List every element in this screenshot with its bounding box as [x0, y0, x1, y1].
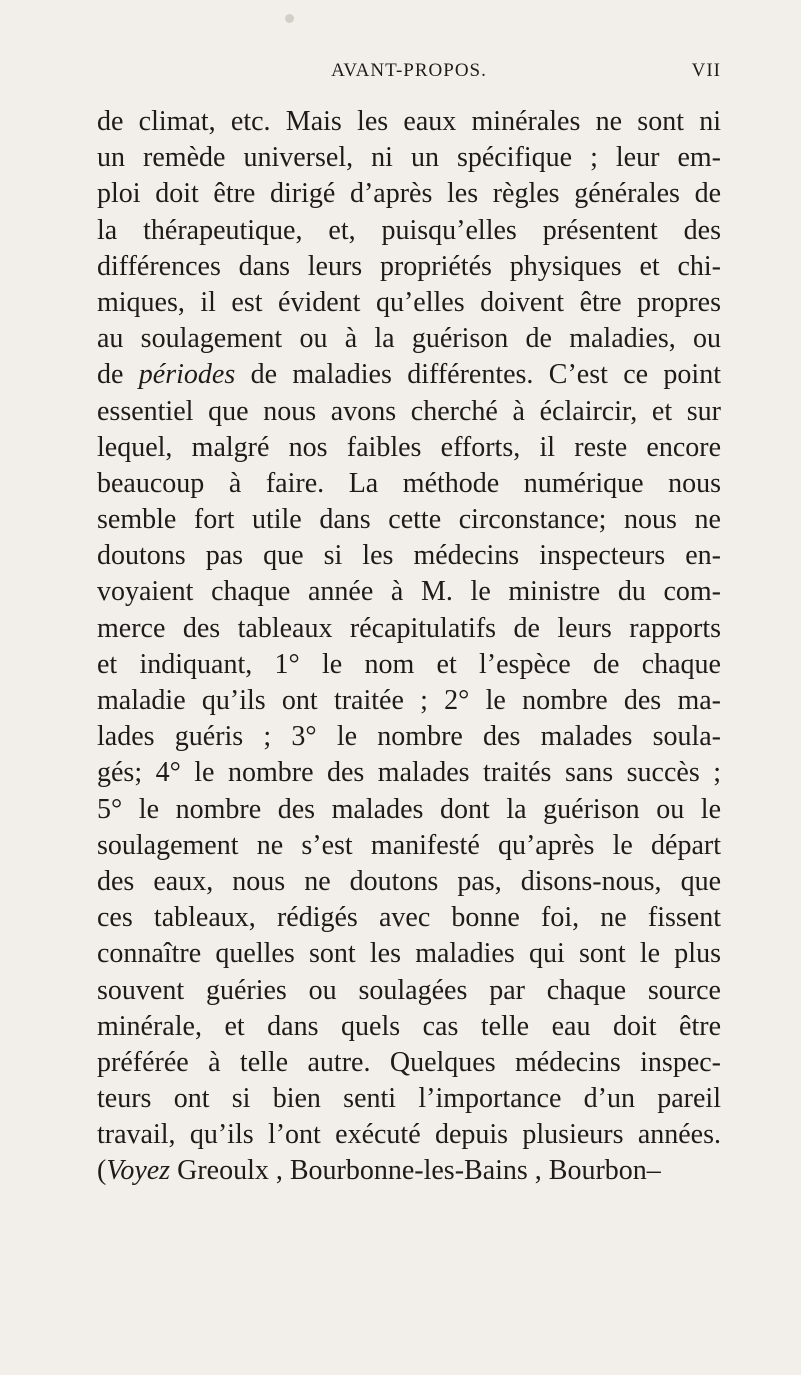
- text-segment: ploi doit être dirigé d’après les règles générales de: [97, 178, 721, 210]
- text-line: [97, 828, 721, 864]
- text-segment: teurs ont si bien senti l’importance d’un pareil: [97, 1083, 721, 1115]
- text-segment: (: [97, 1155, 107, 1187]
- text-line: [97, 647, 721, 683]
- text-line: [97, 249, 721, 285]
- text-line: [97, 213, 721, 249]
- page-number: VII: [691, 60, 721, 81]
- text-line: [97, 719, 721, 755]
- text-segment: lequel, malgré nos faibles efforts, il reste encore: [97, 431, 721, 463]
- text-line: [97, 683, 721, 719]
- text-line: [97, 864, 721, 900]
- text-line: [97, 357, 721, 393]
- text-segment: 5° le nombre des malades dont la guérison ou le: [97, 793, 721, 825]
- text-segment: de: [97, 359, 139, 391]
- text-line: [97, 1009, 721, 1045]
- text-line: [97, 538, 721, 574]
- text-segment: au soulagement ou à la guérison de maladies, ou: [97, 323, 721, 355]
- text-line: [97, 973, 721, 1009]
- text-line: [97, 755, 721, 791]
- text-segment: semble fort utile dans cette circonstance; nous ne: [97, 504, 721, 536]
- text-line: [97, 285, 721, 321]
- text-line: [97, 1045, 721, 1081]
- paper-speck: [285, 14, 294, 23]
- text-line: [97, 1153, 721, 1189]
- running-title: AVANT-PROPOS.: [331, 60, 487, 81]
- page-header: [97, 60, 721, 84]
- text-line: [97, 792, 721, 828]
- text-segment: beaucoup à faire. La méthode numérique nous: [97, 467, 721, 499]
- text-line: [97, 900, 721, 936]
- text-segment: minérale, et dans quels cas telle eau doit être: [97, 1010, 721, 1042]
- text-line: [97, 1117, 721, 1153]
- text-segment: de climat, etc. Mais les eaux minérales ne sont ni: [97, 106, 721, 137]
- text-line: [97, 936, 721, 972]
- text-segment: travail, qu’ils l’ont exécuté depuis plusieurs années.: [97, 1119, 721, 1151]
- text-segment: de maladies différentes. C’est ce point: [235, 359, 721, 391]
- text-line: [97, 394, 721, 430]
- text-segment: soulagement ne s’est manifesté qu’après le départ: [97, 829, 721, 861]
- text-segment: gés; 4° le nombre des malades traités sans succès ;: [97, 757, 721, 789]
- text-segment: des eaux, nous ne doutons pas, disons-nous, que: [97, 865, 721, 897]
- text-line: [97, 140, 721, 176]
- text-segment: lades guéris ; 3° le nombre des malades soula-: [97, 721, 721, 753]
- text-segment: essentiel que nous avons cherché à éclaircir, et sur: [97, 395, 721, 427]
- text-segment: voyaient chaque année à M. le ministre du com-: [97, 576, 721, 608]
- text-segment: miques, il est évident qu’elles doivent être propres: [97, 286, 721, 318]
- text-line: [97, 574, 721, 610]
- text-line: [97, 611, 721, 647]
- text-segment: souvent guéries ou soulagées par chaque source: [97, 974, 721, 1006]
- text-segment: un remède universel, ni un spécifique ; leur em-: [97, 142, 721, 174]
- text-line: [97, 430, 721, 466]
- text-segment: Greoulx , Bourbonne-les-Bains , Bourbon–: [170, 1155, 661, 1187]
- text-segment: et indiquant, 1° le nom et l’espèce de chaque: [97, 648, 721, 680]
- text-line: [97, 502, 721, 538]
- text-segment: préférée à telle autre. Quelques médecins inspec-: [97, 1046, 721, 1078]
- text-line: [97, 104, 721, 140]
- italic-word: Voyez: [106, 1155, 171, 1187]
- italic-word: périodes: [138, 359, 236, 391]
- text-line: [97, 466, 721, 502]
- text-segment: ces tableaux, rédigés avec bonne foi, ne fissent: [97, 902, 721, 934]
- text-segment: connaître quelles sont les maladies qui sont le plus: [97, 938, 721, 970]
- text-segment: doutons pas que si les médecins inspecteurs en-: [97, 540, 721, 572]
- text-segment: différences dans leurs propriétés physiques et chi-: [97, 250, 721, 282]
- text-line: [97, 321, 721, 357]
- text-line: [97, 176, 721, 212]
- text-segment: merce des tableaux récapitulatifs de leurs rapports: [97, 612, 721, 644]
- text-line: [97, 1081, 721, 1117]
- body-text: [97, 104, 721, 1190]
- text-segment: maladie qu’ils ont traitée ; 2° le nombre des ma-: [97, 685, 721, 716]
- text-segment: la thérapeutique, et, puisqu’elles présentent des: [97, 214, 721, 246]
